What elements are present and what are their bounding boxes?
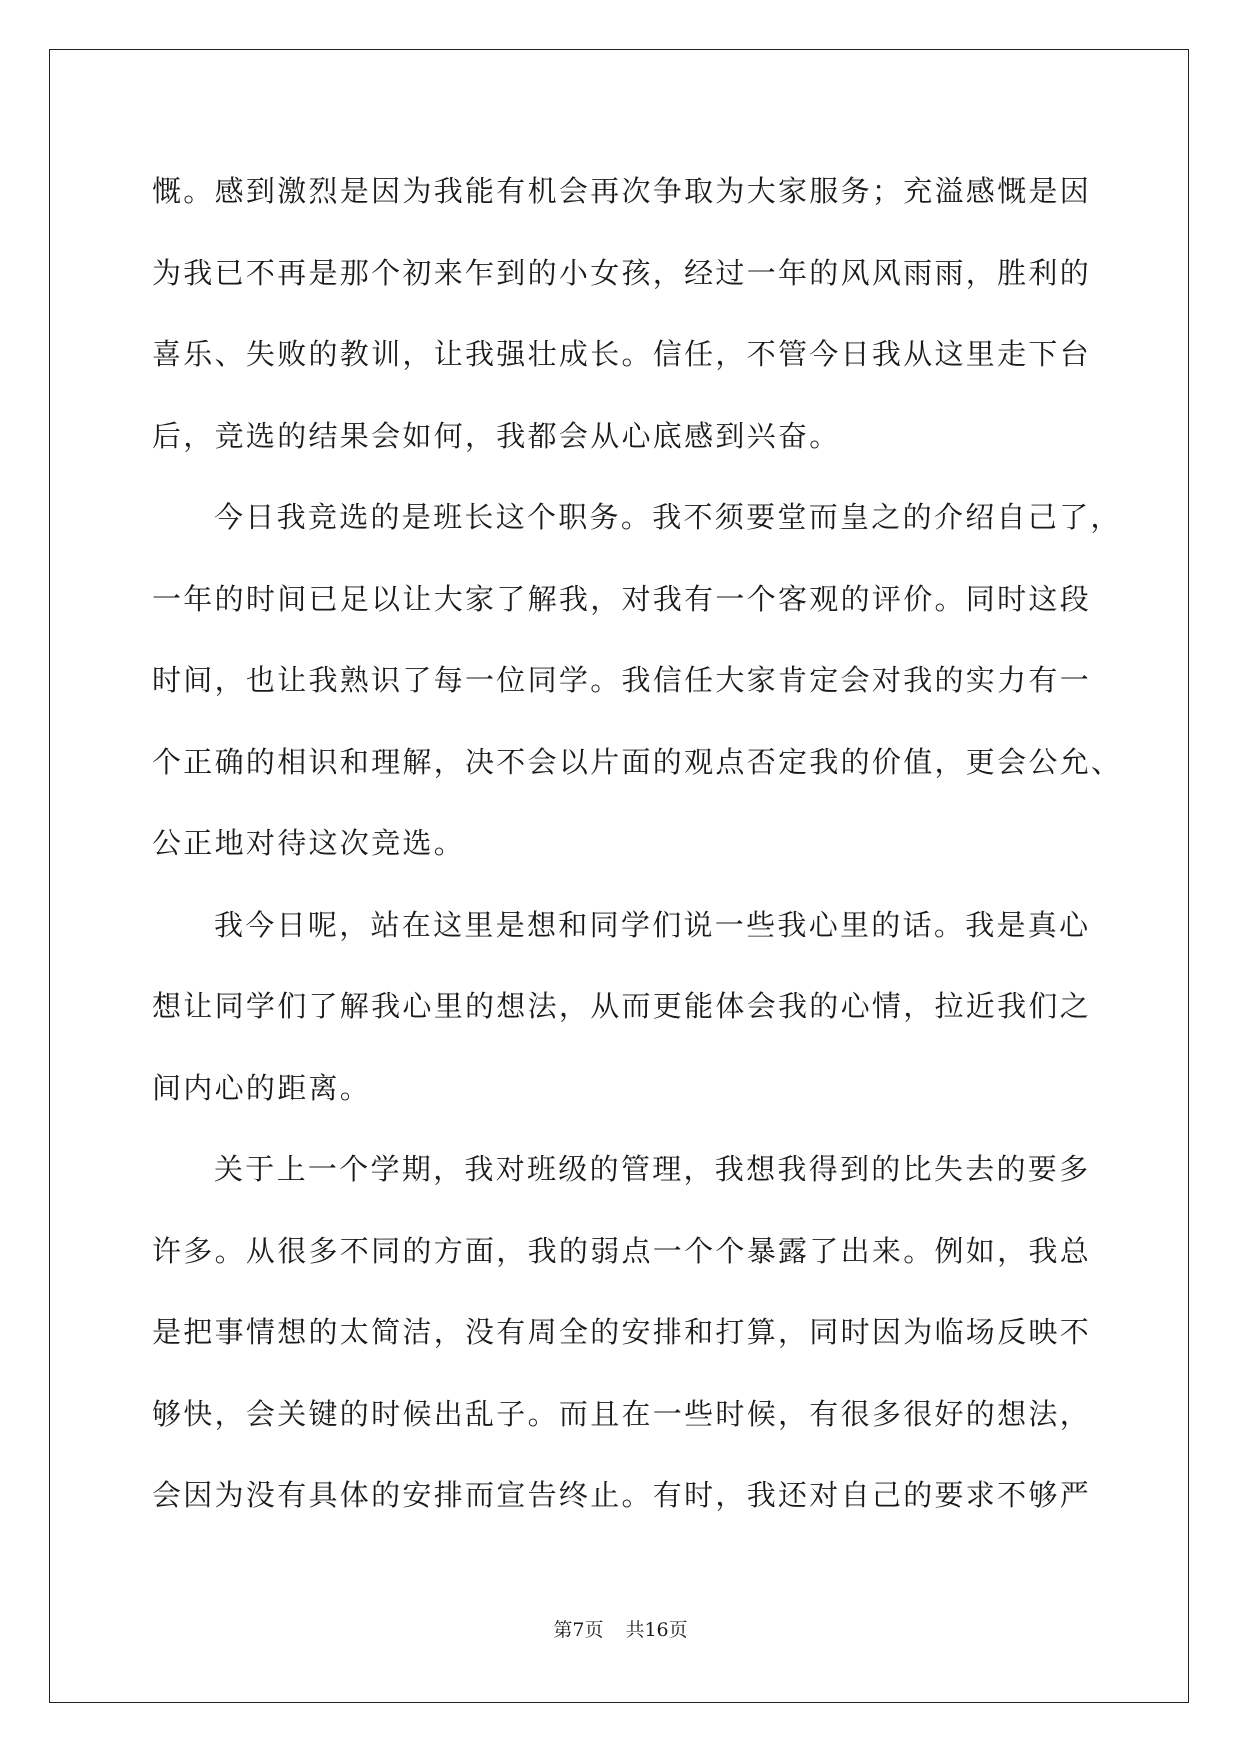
page-footer [0, 1615, 1241, 1642]
text-line-16: 够快，会关键的时候出乱子。而且在一些时候，有很多很好的想法， [152, 1396, 1092, 1431]
text-line-7: 时间，也让我熟识了每一位同学。我信任大家肯定会对我的实力有一 [152, 663, 1092, 697]
text-line-15: 是把事情想的太简洁，没有周全的安排和打算，同时因为临场反映不 [152, 1315, 1092, 1349]
text-line-13: 关于上一个学期，我对班级的管理，我想我得到的比失去的要多 [214, 1152, 1091, 1186]
text-line-6: 一年的时间已足以让大家了解我，对我有一个客观的评价。同时这段 [152, 581, 1092, 616]
text-line-12: 间内心的距离。 [152, 1070, 372, 1105]
page-number-current: 第7页 [553, 1619, 604, 1641]
text-line-5: 今日我竞选的是班长这个职务。我不须要堂而皇之的介绍自己了， [214, 500, 1122, 534]
text-line-3: 喜乐、失败的教训，让我强壮成长。信任，不管今日我从这里走下台 [152, 337, 1092, 371]
text-line-2: 为我已不再是那个初来乍到的小女孩，经过一年的风风雨雨，胜利的 [152, 255, 1092, 290]
text-line-9: 公正地对待这次竞选。 [152, 826, 466, 860]
text-line-8: 个正确的相识和理解，决不会以片面的观点否定我的价值，更会公允、 [152, 744, 1123, 779]
text-line-1: 慨。感到激烈是因为我能有机会再次争取为大家服务；充溢感慨是因 [152, 174, 1092, 208]
text-line-4: 后，竞选的结果会如何，我都会从心底感到兴奋。 [152, 418, 841, 453]
page-number-total: 共16页 [625, 1619, 688, 1641]
text-line-10: 我今日呢，站在这里是想和同学们说一些我心里的话。我是真心 [214, 907, 1091, 942]
text-line-17: 会因为没有具体的安排而宣告终止。有时，我还对自己的要求不够严 [152, 1478, 1092, 1512]
text-line-14: 许多。从很多不同的方面，我的弱点一个个暴露了出来。例如，我总 [152, 1233, 1092, 1268]
document-body [152, 163, 1123, 1549]
text-line-11: 想让同学们了解我心里的想法，从而更能体会我的心情，拉近我们之 [152, 989, 1092, 1023]
